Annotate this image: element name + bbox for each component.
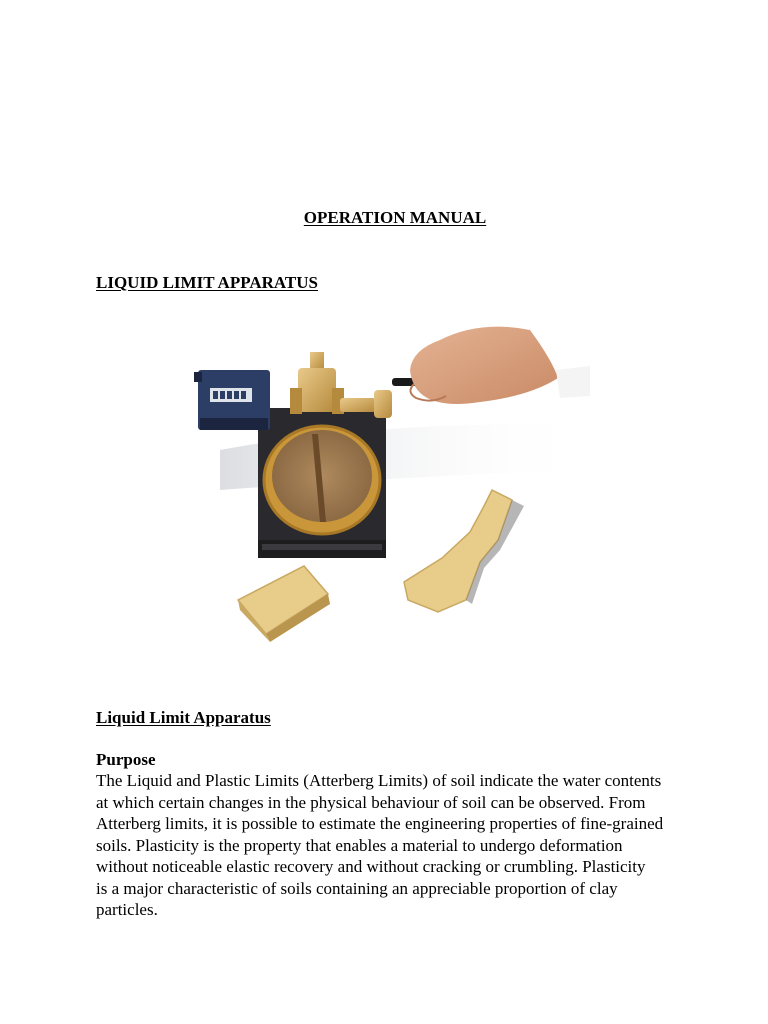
soil-cup (264, 426, 380, 534)
page-title: OPERATION MANUAL (303, 208, 487, 227)
purpose-line: without noticeable elastic recovery and without cracking or crumbling. Plasticity (96, 857, 646, 876)
grooving-tool (404, 490, 524, 612)
purpose-line: at which certain changes in the physical behaviour of soil can be observed. From (96, 792, 646, 812)
purpose-paragraph (96, 770, 696, 921)
brass-block (238, 566, 330, 642)
sub-heading: Liquid Limit Apparatus (96, 708, 271, 727)
cam-mechanism (290, 352, 422, 418)
purpose-line: soils. Plasticity is the property that enables a material to undergo deformation (96, 835, 623, 855)
purpose-line: is a major characteristic of soils containing an appreciable proportion of clay (96, 878, 618, 898)
purpose-line: Atterberg limits, it is possible to estimate the engineering properties of fine-grained (96, 814, 664, 833)
counter-box (194, 370, 270, 430)
apparatus-illustration (180, 300, 600, 660)
hand (410, 327, 590, 404)
purpose-line: The Liquid and Plastic Limits (Atterberg Limits) of soil indicate the water contents (96, 771, 662, 790)
section-heading: LIQUID LIMIT APPARATUS (96, 273, 318, 292)
apparatus-figure (180, 300, 600, 660)
purpose-label: Purpose (96, 750, 156, 769)
purpose-line: particles. (96, 900, 158, 919)
